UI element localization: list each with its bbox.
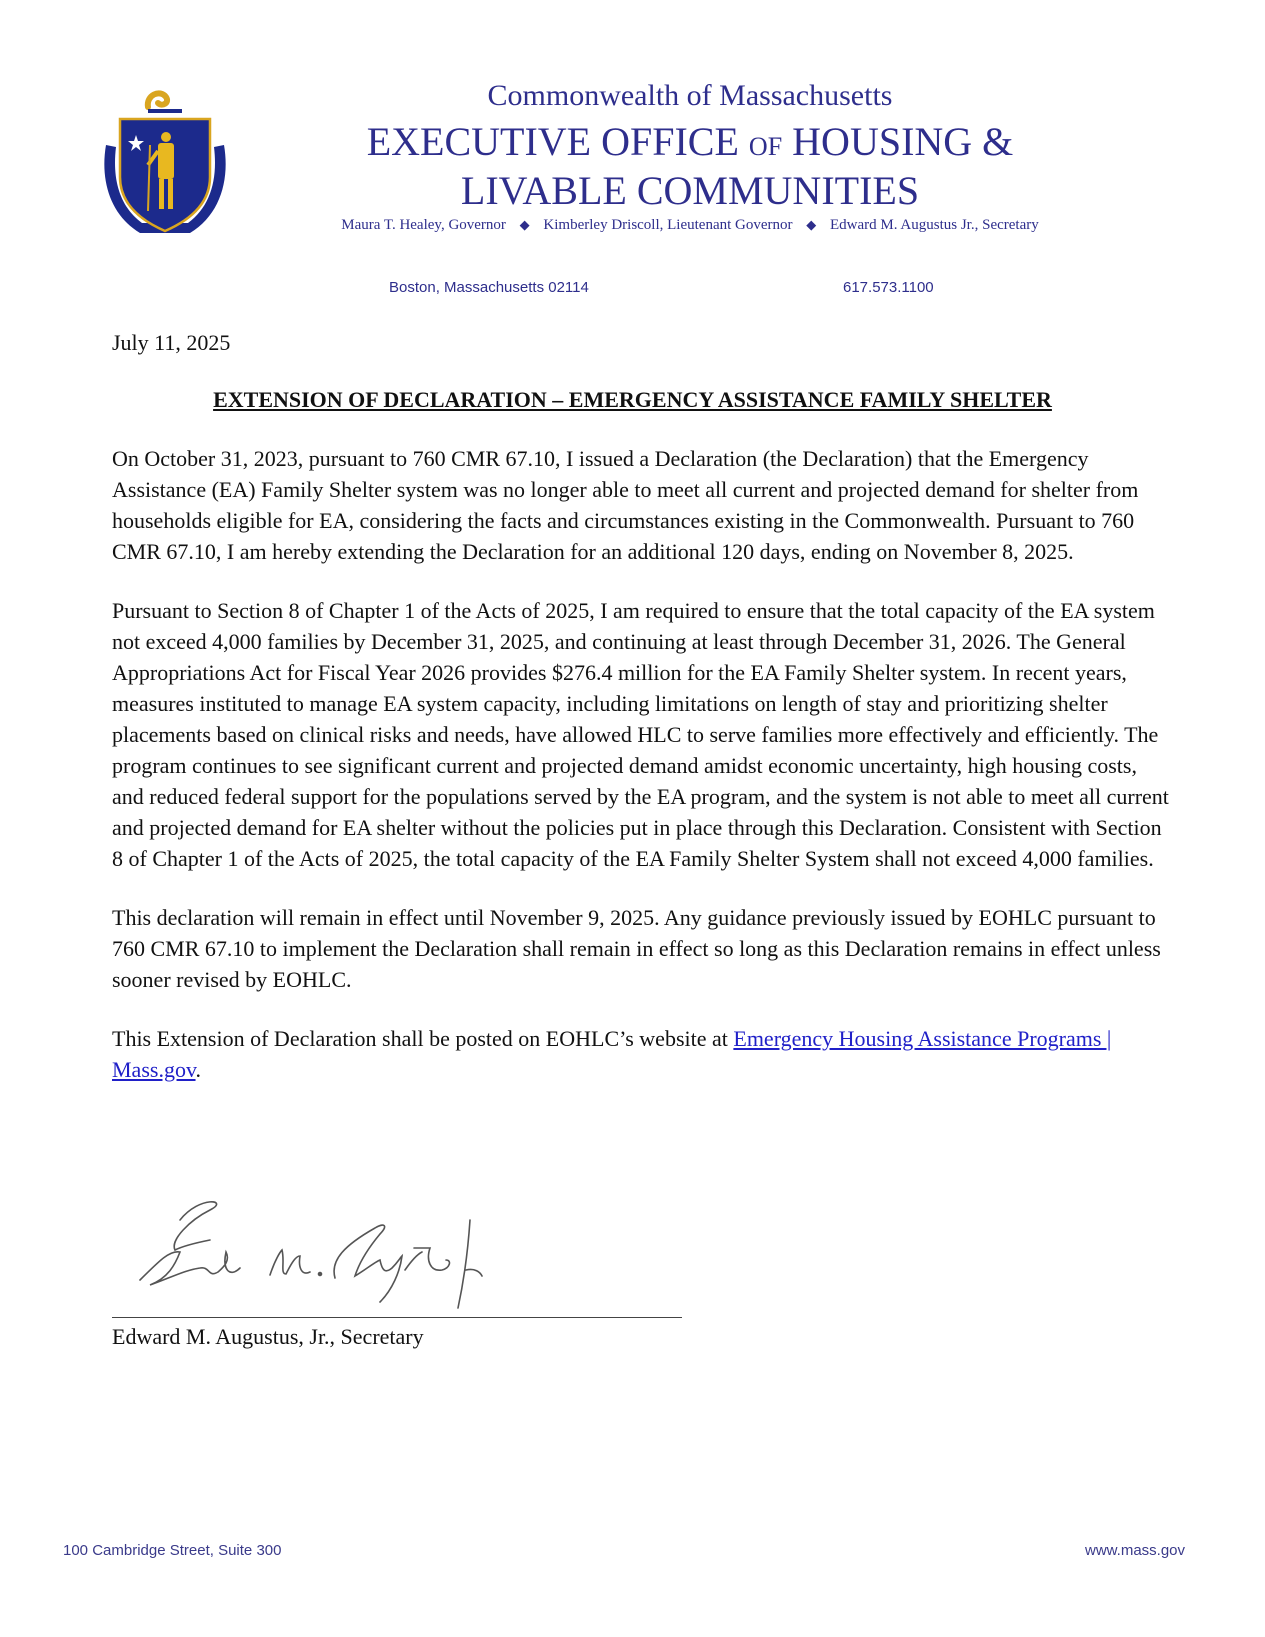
- letterhead: [300, 78, 1080, 235]
- posting-suffix: .: [195, 1057, 202, 1082]
- official-lieutenant-governor: Kimberley Driscoll, Lieutenant Governor: [543, 217, 793, 233]
- office-name-part: HOUSING &: [782, 119, 1014, 164]
- paragraph-effective-period: This declaration will remain in effect until November 9, 2025. Any guidance previously issued by EOHLC pursuant to 760 CMR 67.10 to implement the Declaration shall remain in effect so long as this Declaration remains in effect unless sooner revised by EOHLC.: [112, 905, 1161, 992]
- emergency-housing-assistance-link[interactable]: Emergency Housing Assistance Programs | Mass.gov: [112, 1026, 1112, 1082]
- letterhead-office-name-line2: LIVABLE COMMUNITIES: [460, 168, 920, 213]
- posting-text: This Extension of Declaration shall be posted on EOHLC’s website at: [112, 1026, 734, 1051]
- paragraph-posting: [112, 1023, 1172, 1085]
- letterhead-officials: [300, 215, 1080, 235]
- signatory-name: Edward M. Augustus, Jr., Secretary: [112, 1324, 424, 1349]
- city-address: Boston, Massachusetts 02114: [389, 279, 589, 296]
- office-name-of: OF: [748, 132, 783, 161]
- signature-line: [112, 1317, 682, 1318]
- letter-date: July 11, 2025: [112, 330, 231, 355]
- official-governor: Maura T. Healey, Governor: [341, 217, 506, 233]
- diamond-icon: ◆: [806, 217, 817, 232]
- document-title-text: EXTENSION OF DECLARATION – EMERGENCY ASSISTANCE FAMILY SHELTER: [213, 387, 1052, 412]
- paragraph-declaration-extension: On October 31, 2023, pursuant to 760 CMR 67.10, I issued a Declaration (the Declaration) that the Emergency Assistance (EA) Family Shelter system was no longer able to meet all current and projected demand for shelter from households eligible for EA, considering the facts and circumstances existing in the Commonwealth. Pursuant to 760 CMR 67.10, I am hereby extending the Declaration for an additional 120 days, ending on November 8, 2025.: [112, 446, 1139, 564]
- diamond-icon: ◆: [519, 217, 530, 232]
- footer-address: 100 Cambridge Street, Suite 300: [63, 1542, 282, 1559]
- massachusetts-state-seal-icon: [100, 85, 230, 245]
- document-title: [0, 387, 1265, 413]
- letterhead-state-name: Commonwealth of Massachusetts: [487, 79, 893, 112]
- footer-website: www.mass.gov: [1085, 1542, 1186, 1559]
- letterhead-office-name-line1: [300, 120, 1080, 169]
- handwritten-signature: [130, 1190, 510, 1310]
- official-secretary: Edward M. Augustus Jr., Secretary: [830, 217, 1039, 233]
- paragraph-capacity-requirements: Pursuant to Section 8 of Chapter 1 of the Acts of 2025, I am required to ensure that the total capacity of the EA system not exceed 4,000 families by December 31, 2025, and continuing at least through December 31, 2026. The General Appropriations Act for Fiscal Year 2026 provides $276.4 million for the EA Family Shelter system. In recent years, measures instituted to manage EA system capacity, including limitations on length of stay and prioritizing shelter placements based on clinical risks and needs, have allowed HLC to serve families more effectively and efficiently. The program continues to see significant current and projected demand amidst economic uncertainty, high housing costs, and reduced federal support for the populations served by the EA program, and the system is not able to meet all current and projected demand for EA shelter without the policies put in place through this Declaration. Consistent with Section 8 of Chapter 1 of the Acts of 2025, the total capacity of the EA Family Shelter System shall not exceed 4,000 families.: [112, 598, 1169, 871]
- phone-number: 617.573.1100: [843, 279, 934, 296]
- office-name-part: EXECUTIVE OFFICE: [366, 119, 749, 164]
- letter-body: [112, 443, 1172, 1113]
